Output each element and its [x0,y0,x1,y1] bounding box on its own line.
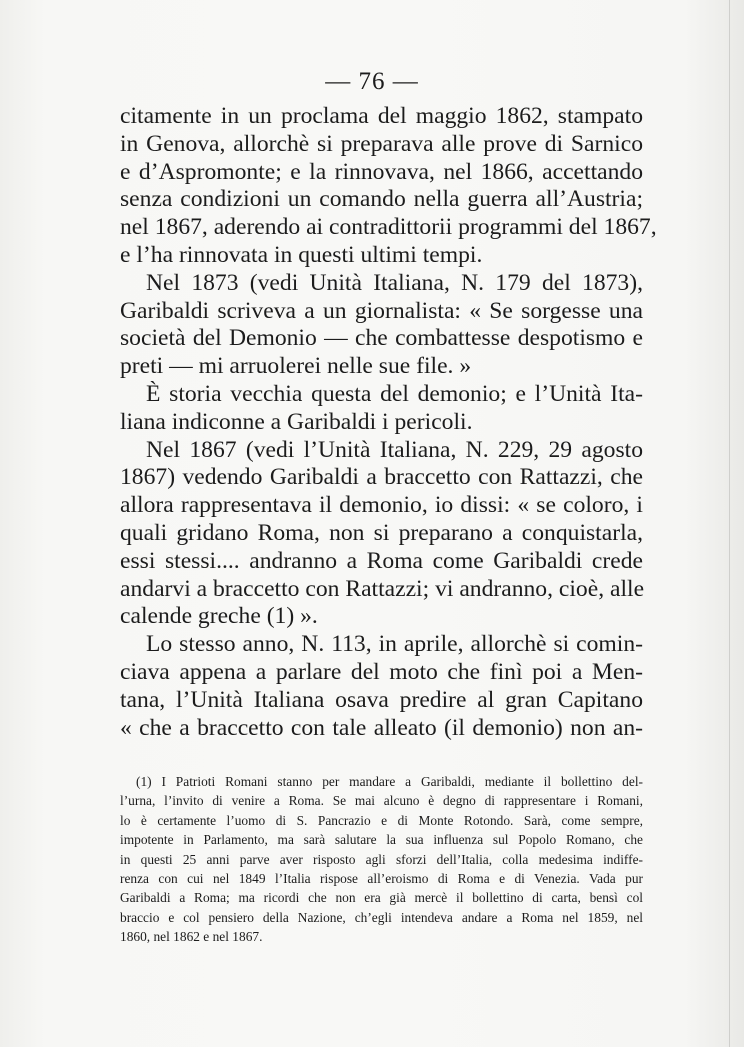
text-line: società del Demonio — che combattesse despotismo e [120,325,643,352]
text-line: senza condizioni un comando nella guerra all’Austria; [120,186,643,213]
footnote-line: braccio e col pensiero della Nazione, ch’egli intendeva andare a Roma nel 1859, nel [120,909,643,925]
footnote-line: in questi 25 anni parve aver risposto agli sforzi dell’Italia, colla medesima indiffe- [120,851,643,867]
text-line: È storia vecchia questa del demonio; e l’Unità Ita- [146,380,643,407]
text-line: tana, l’Unità Italiana osava predire al gran Capitano [120,686,643,713]
footnote-line: lo è certamente l’uomo di S. Pancrazio e di Monte Rotondo. Sarà, come sempre, [120,812,643,828]
text-line: Lo stesso anno, N. 113, in aprile, allorchè si comin- [146,631,643,658]
footnote-block [120,772,643,947]
text-line: in Genova, allorchè si preparava alle prove di Sarnico [120,130,643,157]
footnote-line: renza con cui nel 1849 l’Italia rispose all’eroismo di Roma e di Venezia. Vada pur [120,871,643,887]
page-edge [729,0,730,1047]
text-line: e l’ha rinnovata in questi ultimi tempi. [120,241,483,268]
page-number: — 76 — [325,68,419,95]
text-line: liana indiconne a Garibaldi i pericoli. [120,408,473,435]
footnote-line: (1) I Patrioti Romani stanno per mandare a Garibaldi, mediante il bollettino del- [136,774,643,789]
text-line: Nel 1873 (vedi Unità Italiana, N. 179 del 1873), [146,269,643,296]
footnote-line: l’urna, l’invito di venire a Roma. Se mai alcuno è degno di rappresentare i Romani, [120,793,643,809]
text-line: 1867) vedendo Garibaldi a braccetto con Rattazzi, che [120,464,643,491]
text-line: citamente in un proclama del maggio 1862, stampato [120,103,643,129]
footnote-line: impotente in Parlamento, ma sarà salutare la sua influenza sul Popolo Romano, che [120,832,643,848]
text-line: calende greche (1) ». [120,603,318,630]
text-line: preti — mi arruolerei nelle sue file. » [120,353,472,380]
footnote-line: 1860, nel 1862 e nel 1867. [120,929,263,945]
text-line: quali gridano Roma, non si preparano a conquistarla, [120,519,643,546]
text-line: Garibaldi scriveva a un giornalista: « Se sorgesse una [120,297,643,324]
main-text [120,103,657,742]
text-line: essi stessi.... andranno a Roma come Garibaldi crede [120,547,643,574]
text-line: Nel 1867 (vedi l’Unità Italiana, N. 229, 29 agosto [146,436,643,463]
footnote-line: Garibaldi a Roma; ma ricordi che non era già mercè il bollettino di carta, bensì col [120,890,643,906]
text-line: andarvi a braccetto con Rattazzi; vi andranno, cioè, alle [120,575,645,602]
text-line: ciava appena a parlare del moto che finì poi a Men- [120,658,643,685]
text-line: nel 1867, aderendo ai contradittorii programmi del 1867, [120,214,657,241]
text-line: allora rappresentava il demonio, io dissi: « se coloro, i [120,492,643,519]
text-line: e d’Aspromonte; e la rinnovava, nel 1866, accettando [120,158,643,185]
text-line: « che a braccetto con tale alleato (il demonio) non an- [120,714,643,741]
